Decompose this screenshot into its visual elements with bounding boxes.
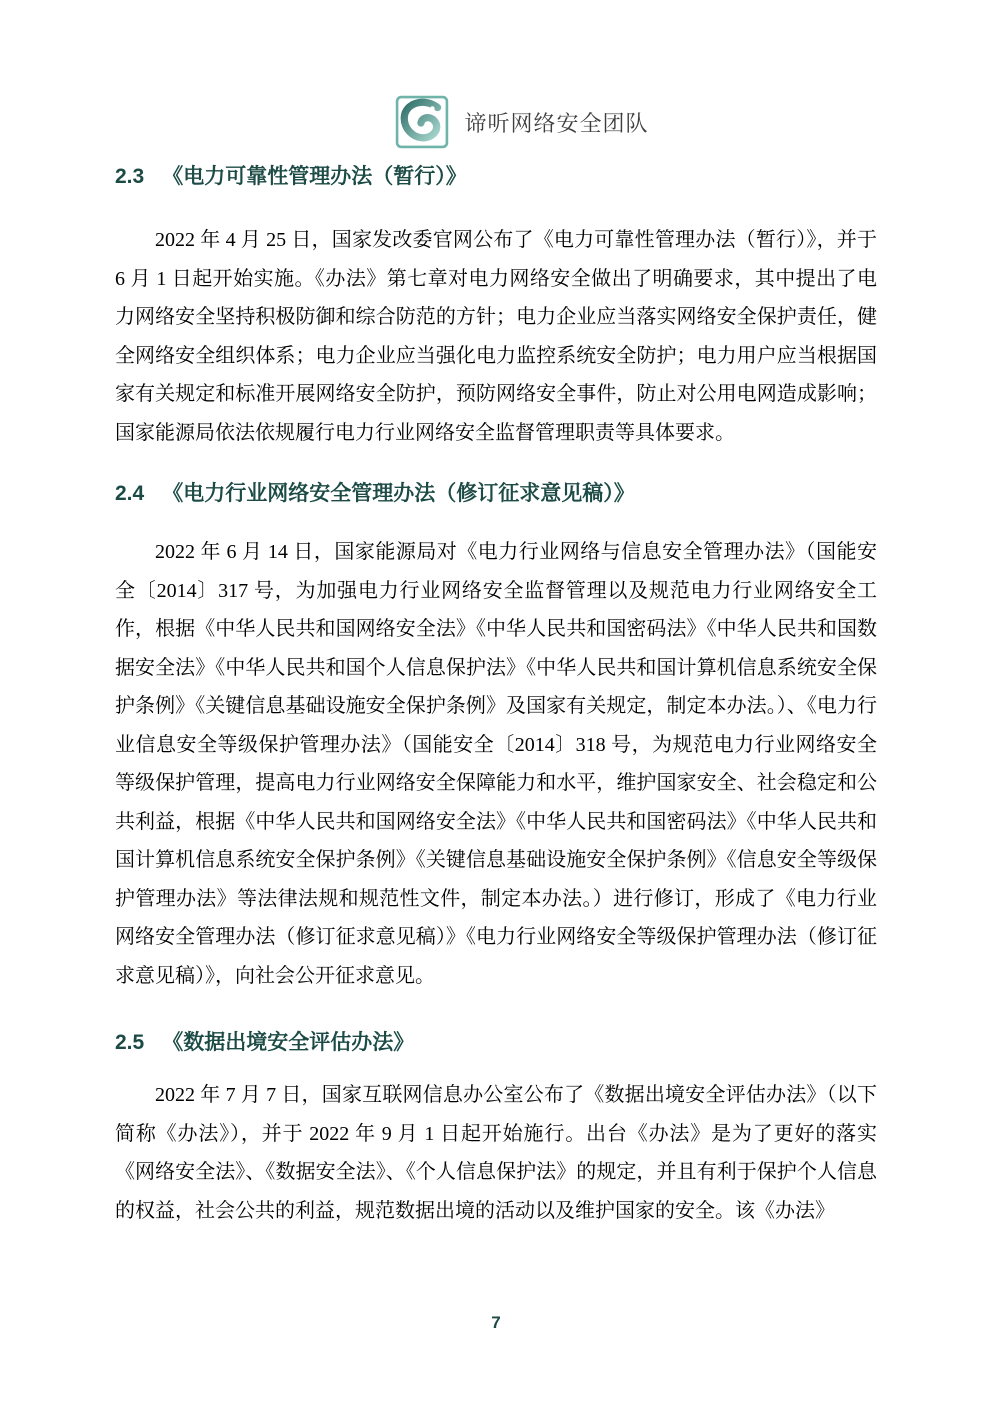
- team-name: 谛听网络安全团队: [464, 110, 649, 136]
- team-logo-icon: [395, 95, 449, 149]
- section-number: 2.4: [115, 482, 145, 505]
- section-heading-2-4: [115, 477, 877, 507]
- section-title: 《电力行业网络安全管理办法（修订征求意见稿）》: [162, 482, 635, 505]
- section-body-2-4: 2022 年 6 月 14 日，国家能源局对《电力行业网络与信息安全管理办法》（国能安全〔2014〕317 号，为加强电力行业网络安全监督管理以及规范电力行业网络安全工作，根据《中华人民共和国网络安全法》《中华人民共和国密码法》《中华人民共和国数据安全法》《中华人民共和国个人信息保护法》《中华人民共和国计算机信息系统安全保护条例》《关键信息基础设施安全保护条例》及国家有关规定，制定本办法。）、《电力行业信息安全等级保护管理办法》（国能安全〔2014〕318 号，为规范电力行业网络安全等级保护管理，提高电力行业网络安全保障能力和水平，维护国家安全、社会稳定和公共利益，根据《中华人民共和国网络安全法》《中华人民共和国密码法》《中华人民共和国计算机信息系统安全保护条例》《关键信息基础设施安全保护条例》《信息安全等级保护管理办法》等法律法规和规范性文件，制定本办法。）进行修订，形成了《电力行业网络安全管理办法（修订征求意见稿）》《电力行业网络安全等级保护管理办法（修订征求意见稿）》，向社会公开征求意见。: [115, 541, 877, 987]
- section-title: 《电力可靠性管理办法（暂行）》: [162, 165, 467, 188]
- section-title: 《数据出境安全评估办法》: [162, 1031, 415, 1054]
- section-number: 2.5: [115, 1031, 145, 1054]
- section-number: 2.3: [115, 165, 145, 188]
- section-heading-2-3: [115, 160, 877, 190]
- page-number: 7: [491, 1313, 501, 1332]
- section-body-2-3: 2022 年 4 月 25 日，国家发改委官网公布了《电力可靠性管理办法（暂行）》，并于 6 月 1 日起开始实施。《办法》第七章对电力网络安全做出了明确要求，其中提出了电力网络安全坚持积极防御和综合防范的方针；电力企业应当落实网络安全保护责任，健全网络安全组织体系；电力企业应当强化电力监控系统安全防护；电力用户应当根据国家有关规定和标准开展网络安全防护，预防网络安全事件，防止对公用电网造成影响；国家能源局依法依规履行电力行业网络安全监督管理职责等具体要求。: [115, 229, 877, 444]
- page-header: [26, 93, 992, 151]
- section-heading-2-5: [115, 1026, 877, 1056]
- section-body-2-5: 2022 年 7 月 7 日，国家互联网信息办公室公布了《数据出境安全评估办法》（以下简称《办法》），并于 2022 年 9 月 1 日起开始施行。出台《办法》是为了更好的落实《网络安全法》、《数据安全法》、《个人信息保护法》的规定，并且有利于保护个人信息的权益，社会公共的利益，规范数据出境的活动以及维护国家的安全。该《办法》: [115, 1084, 877, 1222]
